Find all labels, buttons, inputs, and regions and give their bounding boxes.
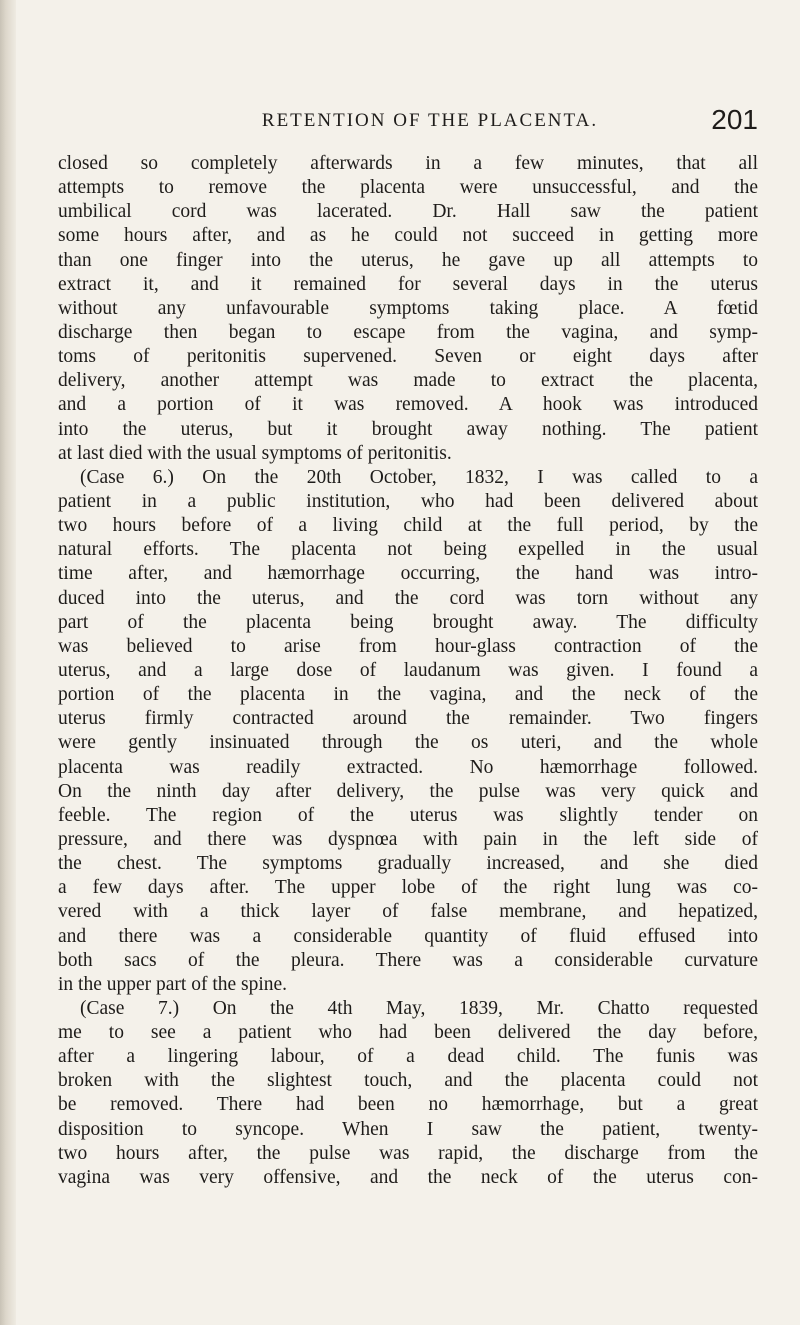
text-line: after a lingering labour, of a dead child. The funis was [58,1046,758,1068]
text-line: toms of peritonitis supervened. Seven or eight days after [58,346,758,368]
running-title: RETENTION OF THE PLACENTA. [261,110,599,131]
text-line: be removed. There had been no hæmorrhage, but a great [58,1094,758,1116]
text-line: than one finger into the uterus, he gave up all attempts to [58,249,758,271]
text-line: part of the placenta being brought away. The difficulty [58,611,758,633]
text-line: umbilical cord was lacerated. Dr. Hall saw the patient [58,201,758,223]
text-line: broken with the slightest touch, and the placenta could not [58,1070,758,1092]
text-line: attempts to remove the placenta were unsuccessful, and the [58,177,758,199]
text-line: me to see a patient who had been delivered the day before, [58,1022,758,1044]
text-line: portion of the placenta in the vagina, and the neck of the [58,684,758,706]
page-number: 201 [711,104,758,135]
text-line: and there was a considerable quantity of fluid effused into [58,925,758,947]
text-line: disposition to syncope. When I saw the patient, twenty- [58,1118,758,1140]
text-line: in the upper part of the spine. [58,973,288,995]
text-line: a few days after. The upper lobe of the right lung was co- [58,877,758,899]
text-line: into the uterus, but it brought away nothing. The patient [58,418,758,440]
text-line: time after, and hæmorrhage occurring, the hand was intro- [58,563,758,585]
text-line: delivery, another attempt was made to extract the placenta, [58,370,758,392]
text-line: two hours before of a living child at the full period, by the [58,515,758,537]
text-line: some hours after, and as he could not succeed in getting more [58,225,758,247]
text-line: On the ninth day after delivery, the pulse was very quick and [58,780,758,802]
text-line: and a portion of it was removed. A hook was introduced [58,394,758,416]
running-header [130,104,758,138]
text-line: extract it, and it remained for several days in the uterus [58,273,758,295]
text-line: placenta was readily extracted. No hæmorrhage followed. [58,756,758,778]
text-line: natural efforts. The placenta not being expelled in the usual [58,539,758,561]
text-line: feeble. The region of the uterus was slightly tender on [58,804,758,826]
text-line: vagina was very offensive, and the neck of the uterus con- [58,1166,758,1188]
text-line: the chest. The symptoms gradually increased, and she died [58,853,758,875]
text-line: uterus firmly contracted around the remainder. Two fingers [58,708,758,730]
text-line: (Case 6.) On the 20th October, 1832, I was called to a [80,466,758,488]
text-line: without any unfavourable symptoms taking place. A fœtid [58,297,758,319]
text-line: both sacs of the pleura. There was a considerable curvature [58,949,758,971]
text-line: at last died with the usual symptoms of peritonitis. [58,442,452,464]
text-line: were gently insinuated through the os uteri, and the whole [58,732,758,754]
text-line: pressure, and there was dyspnœa with pain in the left side of [58,828,758,850]
text-line: discharge then began to escape from the vagina, and symp- [58,321,758,343]
text-line: (Case 7.) On the 4th May, 1839, Mr. Chatto requested [80,997,758,1019]
text-line: two hours after, the pulse was rapid, the discharge from the [58,1142,758,1164]
text-line: was believed to arise from hour-glass contraction of the [58,635,758,657]
text-line: duced into the uterus, and the cord was torn without any [58,587,758,609]
text-line: patient in a public institution, who had been delivered about [58,490,758,512]
text-line: uterus, and a large dose of laudanum was given. I found a [58,659,758,681]
text-line: vered with a thick layer of false membrane, and hepatized, [58,901,758,923]
text-line: closed so completely afterwards in a few minutes, that all [58,153,758,174]
body-text [58,152,758,1190]
